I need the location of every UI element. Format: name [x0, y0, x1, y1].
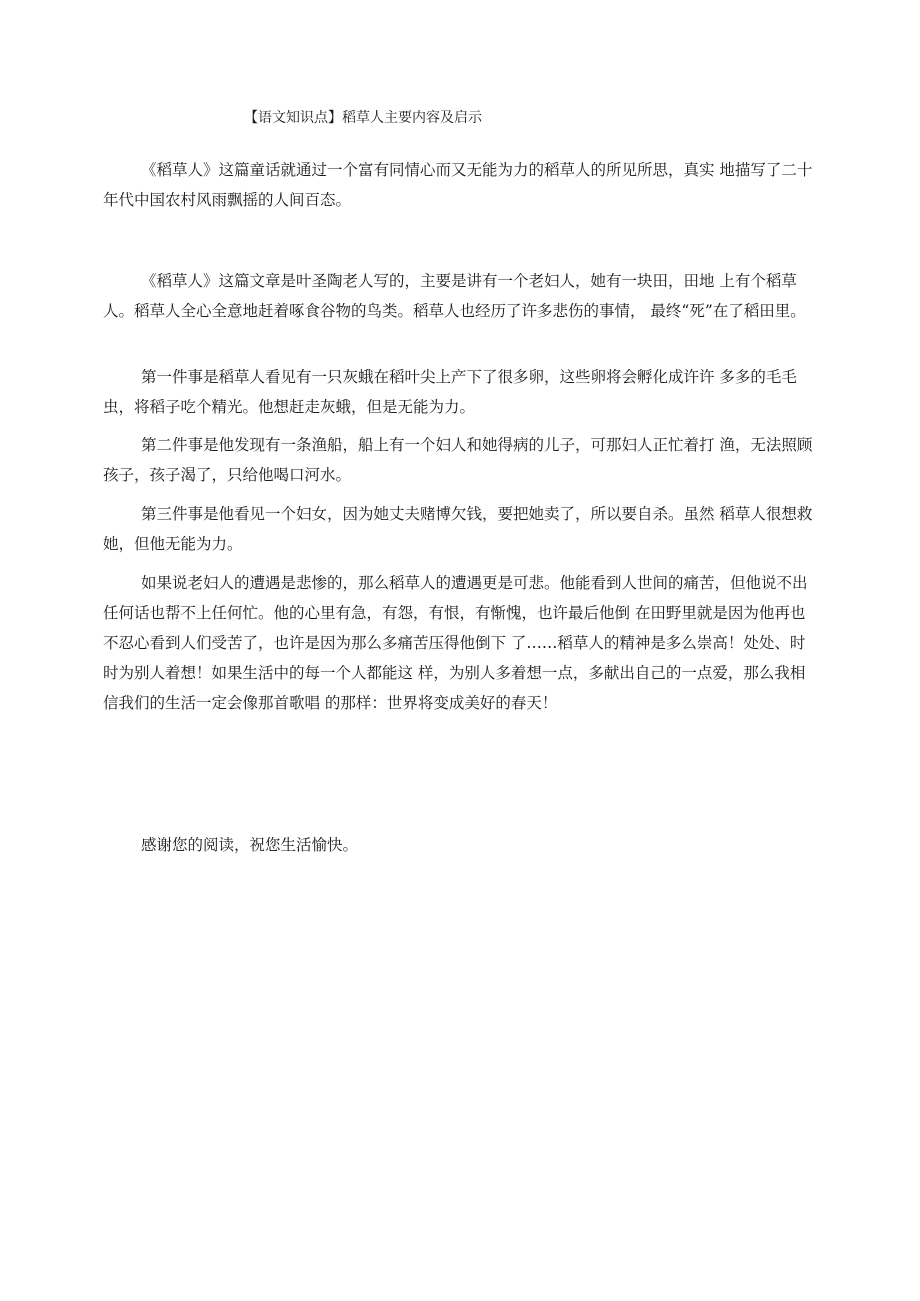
- paragraph-first-event: 第一件事是稻草人看见有一只灰蛾在稻叶尖上产下了很多卵，这些卵将会孵化成许许 多多的毛毛虫，将稻子吃个精光。他想赶走灰蛾，但是无能为力。: [103, 368, 797, 416]
- paragraph-story-intro: 《稻草人》这篇文章是叶圣陶老人写的，主要是讲有一个老妇人，她有一块田，田地 上有个稻草人。稻草人全心全意地赶着啄食谷物的鸟类。稻草人也经历了许多悲伤的事情， 最终“死”在了稻田里。: [103, 272, 806, 320]
- paragraph-reflection: 如果说老妇人的遭遇是悲惨的，那么稻草人的遭遇更是可悲。他能看到人世间的痛苦，但他说不出任何话也帮不上任何忙。他的心里有急，有怨，有恨，有惭愧，也许最后他倒 在田野里就是因为他再也不忍心看到人们受苦了，也许是因为那么多痛苦压得他倒下 了……稻草人的精神是多么崇高！处处、时时为别人着想！如果生活中的每一个人都能这 样，为别人多着想一点，多献出自己的一点爱，那么我相信我们的生活一定会像那首歌唱 的那样：世界将变成美好的春天！: [103, 574, 808, 712]
- paragraph-summary: 《稻草人》这篇童话就通过一个富有同情心而又无能为力的稻草人的所见所思，真实 地描写了二十年代中国农村风雨飘摇的人间百态。: [103, 161, 813, 209]
- paragraph-third-event: 第三件事是他看见一个妇女，因为她丈夫赌博欠钱，要把她卖了，所以要自杀。虽然 稻草人很想救她，但他无能为力。: [103, 505, 813, 553]
- closing-note: 感谢您的阅读，祝您生活愉快。: [141, 836, 359, 854]
- paragraph-second-event: 第二件事是他发现有一条渔船，船上有一个妇人和她得病的儿子，可那妇人正忙着打 渔，无法照顾孩子，孩子渴了，只给他喝口河水。: [103, 436, 813, 484]
- document-title: 【语文知识点】稻草人主要内容及启示: [244, 110, 482, 126]
